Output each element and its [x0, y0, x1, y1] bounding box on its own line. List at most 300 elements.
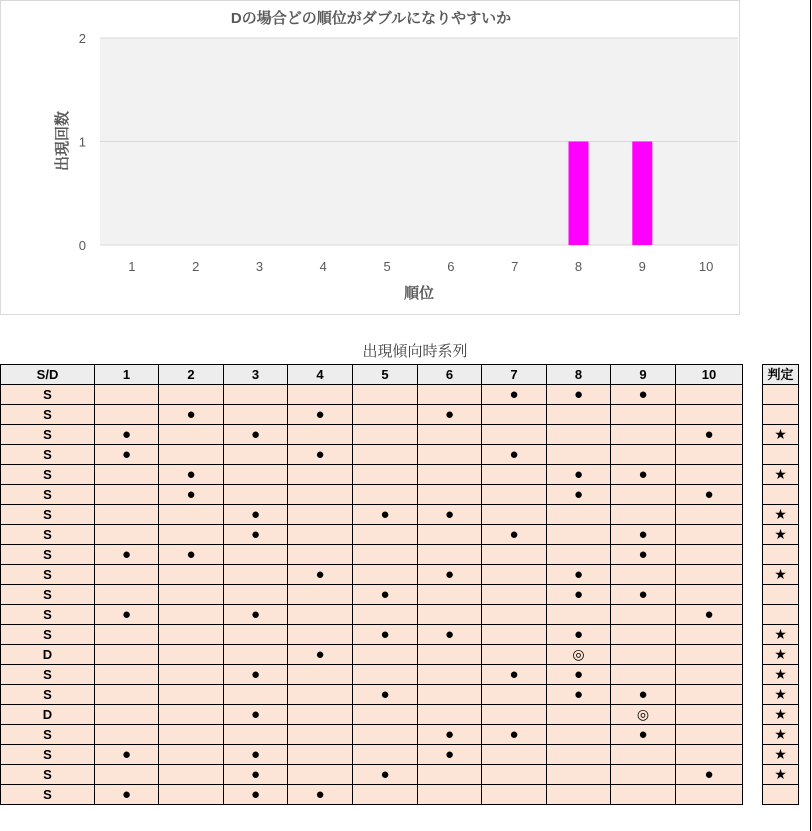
empty-cell	[418, 545, 482, 565]
table-row	[1, 585, 743, 605]
judge-row	[763, 545, 799, 565]
judge-row	[763, 745, 799, 765]
empty-cell	[353, 445, 418, 465]
empty-cell	[353, 665, 418, 685]
judge-row	[763, 685, 799, 705]
empty-cell	[224, 445, 288, 465]
empty-cell	[353, 485, 418, 505]
x-tick-label: 7	[511, 259, 519, 274]
sd-cell: S	[1, 545, 95, 565]
dot-cell: ●	[611, 465, 676, 485]
empty-cell	[418, 705, 482, 725]
empty-cell	[418, 485, 482, 505]
dot-cell: ●	[159, 405, 224, 425]
empty-cell	[763, 405, 799, 425]
empty-cell	[547, 745, 611, 765]
empty-cell	[763, 545, 799, 565]
rank-header: 6	[418, 365, 482, 385]
sd-cell: S	[1, 745, 95, 765]
sd-cell: D	[1, 705, 95, 725]
table-header-row	[1, 365, 743, 385]
empty-cell	[353, 525, 418, 545]
empty-cell	[95, 665, 159, 685]
empty-cell	[676, 685, 743, 705]
sd-cell: S	[1, 385, 95, 405]
empty-cell	[288, 685, 353, 705]
empty-cell	[482, 685, 547, 705]
empty-cell	[353, 405, 418, 425]
empty-cell	[159, 645, 224, 665]
dot-cell: ●	[482, 725, 547, 745]
dot-cell: ●	[676, 485, 743, 505]
empty-cell	[288, 585, 353, 605]
empty-cell	[95, 685, 159, 705]
table-row	[1, 485, 743, 505]
dot-cell: ●	[676, 605, 743, 625]
sd-cell: S	[1, 765, 95, 785]
dot-cell: ●	[224, 745, 288, 765]
empty-cell	[159, 725, 224, 745]
sd-cell: S	[1, 485, 95, 505]
empty-cell	[611, 425, 676, 445]
empty-cell	[353, 565, 418, 585]
table-title: 出現傾向時系列	[362, 343, 468, 360]
rank-header: 10	[676, 365, 743, 385]
empty-cell	[224, 385, 288, 405]
empty-cell	[547, 605, 611, 625]
dot-cell: ●	[159, 465, 224, 485]
empty-cell	[95, 625, 159, 645]
empty-cell	[611, 785, 676, 805]
empty-cell	[288, 725, 353, 745]
dot-cell: ●	[224, 665, 288, 685]
empty-cell	[482, 765, 547, 785]
dot-cell: ●	[353, 505, 418, 525]
empty-cell	[418, 685, 482, 705]
empty-cell	[224, 625, 288, 645]
empty-cell	[224, 645, 288, 665]
empty-cell	[159, 785, 224, 805]
dot-cell: ●	[159, 545, 224, 565]
empty-cell	[159, 685, 224, 705]
sd-cell: S	[1, 565, 95, 585]
dot-cell: ●	[418, 725, 482, 745]
sd-cell: S	[1, 525, 95, 545]
empty-cell	[353, 425, 418, 445]
empty-cell	[676, 565, 743, 585]
empty-cell	[159, 505, 224, 525]
dot-cell: ●	[224, 705, 288, 725]
judge-row	[763, 585, 799, 605]
empty-cell	[763, 485, 799, 505]
x-tick-label: 6	[447, 259, 455, 274]
empty-cell	[159, 525, 224, 545]
bar	[569, 142, 589, 246]
dot-cell: ●	[224, 765, 288, 785]
empty-cell	[288, 465, 353, 485]
dot-cell: ●	[611, 385, 676, 405]
dot-cell: ●	[224, 505, 288, 525]
empty-cell	[676, 405, 743, 425]
empty-cell	[288, 505, 353, 525]
dot-cell: ●	[547, 465, 611, 485]
x-tick-label: 2	[192, 259, 200, 274]
sd-cell: S	[1, 665, 95, 685]
empty-cell	[159, 625, 224, 645]
judge-row	[763, 765, 799, 785]
sd-cell: S	[1, 465, 95, 485]
empty-cell	[353, 725, 418, 745]
empty-cell	[611, 605, 676, 625]
empty-cell	[676, 545, 743, 565]
empty-cell	[95, 565, 159, 585]
rank-header: 4	[288, 365, 353, 385]
star-cell: ★	[763, 745, 799, 765]
dot-cell: ●	[611, 545, 676, 565]
dot-cell: ●	[224, 425, 288, 445]
chart-title: Dの場合どの順位がダブルになりやすいか	[230, 10, 512, 27]
empty-cell	[676, 665, 743, 685]
judge-row	[763, 605, 799, 625]
empty-cell	[288, 605, 353, 625]
empty-cell	[95, 585, 159, 605]
empty-cell	[611, 505, 676, 525]
empty-cell	[676, 745, 743, 765]
divider-line	[810, 0, 811, 831]
star-cell: ★	[763, 565, 799, 585]
dot-cell: ●	[482, 665, 547, 685]
empty-cell	[288, 745, 353, 765]
empty-cell	[611, 765, 676, 785]
empty-cell	[763, 585, 799, 605]
x-tick-label: 8	[574, 259, 583, 274]
empty-cell	[611, 665, 676, 685]
table-row	[1, 525, 743, 545]
empty-cell	[288, 425, 353, 445]
dot-cell: ●	[676, 765, 743, 785]
empty-cell	[676, 525, 743, 545]
judge-row	[763, 385, 799, 405]
x-tick-label: 10	[698, 259, 714, 274]
empty-cell	[288, 545, 353, 565]
empty-cell	[95, 525, 159, 545]
empty-cell	[288, 485, 353, 505]
judge-row	[763, 465, 799, 485]
sd-cell: S	[1, 785, 95, 805]
table-row	[1, 505, 743, 525]
sd-cell: D	[1, 645, 95, 665]
judge-row	[763, 725, 799, 745]
dot-cell: ●	[224, 785, 288, 805]
empty-cell	[482, 505, 547, 525]
empty-cell	[95, 705, 159, 725]
sd-cell: S	[1, 625, 95, 645]
dot-cell: ●	[547, 565, 611, 585]
sd-header: S/D	[1, 365, 95, 385]
empty-cell	[482, 405, 547, 425]
judge-row	[763, 425, 799, 445]
x-tick-label: 4	[319, 259, 327, 274]
empty-cell	[159, 605, 224, 625]
empty-cell	[547, 525, 611, 545]
chart-panel	[0, 0, 740, 315]
y-tick-label: 1	[78, 134, 86, 150]
dot-cell: ●	[288, 405, 353, 425]
star-cell: ★	[763, 505, 799, 525]
empty-cell	[482, 745, 547, 765]
table-row	[1, 625, 743, 645]
empty-cell	[547, 445, 611, 465]
empty-cell	[676, 645, 743, 665]
empty-cell	[676, 705, 743, 725]
rank-header: 1	[95, 365, 159, 385]
judge-table	[762, 364, 799, 805]
sd-cell: S	[1, 505, 95, 525]
judge-row	[763, 665, 799, 685]
empty-cell	[224, 585, 288, 605]
table-row	[1, 705, 743, 725]
sd-cell: S	[1, 425, 95, 445]
empty-cell	[288, 665, 353, 685]
sd-cell: S	[1, 405, 95, 425]
sd-cell: S	[1, 585, 95, 605]
empty-cell	[353, 645, 418, 665]
dot-cell: ●	[611, 685, 676, 705]
y-tick-label: 2	[78, 31, 86, 46]
dot-cell: ●	[224, 605, 288, 625]
table-row	[1, 565, 743, 585]
empty-cell	[159, 565, 224, 585]
empty-cell	[418, 465, 482, 485]
x-tick-label: 1	[128, 259, 136, 274]
bar-chart	[1, 1, 741, 316]
dot-cell: ●	[676, 425, 743, 445]
table-row	[1, 445, 743, 465]
table-row	[1, 665, 743, 685]
empty-cell	[611, 405, 676, 425]
empty-cell	[159, 705, 224, 725]
empty-cell	[418, 525, 482, 545]
table-row	[1, 745, 743, 765]
empty-cell	[763, 785, 799, 805]
dot-cell: ●	[482, 445, 547, 465]
y-tick-label: 0	[78, 238, 86, 253]
dot-cell: ●	[95, 785, 159, 805]
dot-cell: ●	[418, 625, 482, 645]
empty-cell	[159, 665, 224, 685]
table-row	[1, 405, 743, 425]
empty-cell	[353, 705, 418, 725]
empty-cell	[547, 405, 611, 425]
empty-cell	[482, 605, 547, 625]
empty-cell	[224, 485, 288, 505]
dot-cell: ●	[482, 385, 547, 405]
rank-header: 3	[224, 365, 288, 385]
dot-cell: ●	[547, 665, 611, 685]
empty-cell	[288, 705, 353, 725]
empty-cell	[482, 645, 547, 665]
judge-row	[763, 705, 799, 725]
dot-cell: ●	[288, 445, 353, 465]
empty-cell	[763, 445, 799, 465]
star-cell: ★	[763, 725, 799, 745]
dot-cell: ●	[353, 765, 418, 785]
judge-row	[763, 405, 799, 425]
judge-row	[763, 785, 799, 805]
dot-cell: ●	[353, 685, 418, 705]
empty-cell	[288, 385, 353, 405]
empty-cell	[159, 385, 224, 405]
empty-cell	[676, 445, 743, 465]
table-row	[1, 545, 743, 565]
double-mark-cell: ◎	[611, 705, 676, 725]
empty-cell	[547, 765, 611, 785]
dot-cell: ●	[353, 585, 418, 605]
empty-cell	[159, 765, 224, 785]
empty-cell	[95, 505, 159, 525]
dot-cell: ●	[418, 565, 482, 585]
rank-header: 8	[547, 365, 611, 385]
empty-cell	[482, 785, 547, 805]
judge-row	[763, 445, 799, 465]
judge-row	[763, 525, 799, 545]
empty-cell	[95, 485, 159, 505]
empty-cell	[676, 785, 743, 805]
empty-cell	[224, 405, 288, 425]
table-row	[1, 645, 743, 665]
empty-cell	[288, 625, 353, 645]
table-row	[1, 685, 743, 705]
empty-cell	[418, 385, 482, 405]
dot-cell: ●	[547, 625, 611, 645]
star-cell: ★	[763, 665, 799, 685]
empty-cell	[95, 645, 159, 665]
empty-cell	[482, 545, 547, 565]
judge-row	[763, 645, 799, 665]
empty-cell	[224, 545, 288, 565]
x-tick-label: 5	[383, 259, 391, 274]
empty-cell	[353, 605, 418, 625]
empty-cell	[611, 745, 676, 765]
table-row	[1, 465, 743, 485]
dot-cell: ●	[547, 385, 611, 405]
empty-cell	[676, 625, 743, 645]
dot-cell: ●	[95, 445, 159, 465]
dot-cell: ●	[611, 525, 676, 545]
empty-cell	[353, 545, 418, 565]
dot-cell: ●	[418, 505, 482, 525]
empty-cell	[353, 785, 418, 805]
dot-cell: ●	[159, 485, 224, 505]
dot-cell: ●	[224, 525, 288, 545]
dot-cell: ●	[95, 425, 159, 445]
empty-cell	[482, 565, 547, 585]
empty-cell	[482, 485, 547, 505]
empty-cell	[482, 465, 547, 485]
empty-cell	[482, 625, 547, 645]
dot-cell: ●	[547, 585, 611, 605]
table-row	[1, 605, 743, 625]
empty-cell	[482, 425, 547, 445]
empty-cell	[159, 425, 224, 445]
empty-cell	[763, 385, 799, 405]
empty-cell	[224, 685, 288, 705]
empty-cell	[547, 785, 611, 805]
dot-cell: ●	[611, 725, 676, 745]
dot-cell: ●	[95, 605, 159, 625]
judge-row	[763, 625, 799, 645]
empty-cell	[418, 585, 482, 605]
x-axis-label: 順位	[403, 285, 435, 302]
empty-cell	[611, 485, 676, 505]
empty-cell	[95, 725, 159, 745]
empty-cell	[418, 765, 482, 785]
empty-cell	[676, 385, 743, 405]
empty-cell	[353, 385, 418, 405]
dot-cell: ●	[482, 525, 547, 545]
empty-cell	[611, 565, 676, 585]
empty-cell	[224, 565, 288, 585]
x-tick-label: 9	[638, 259, 646, 274]
dot-cell: ●	[418, 745, 482, 765]
sd-cell: S	[1, 685, 95, 705]
empty-cell	[547, 725, 611, 745]
sd-cell: S	[1, 445, 95, 465]
empty-cell	[611, 445, 676, 465]
double-mark-cell: ◎	[547, 645, 611, 665]
star-cell: ★	[763, 425, 799, 445]
judge-row	[763, 485, 799, 505]
dot-cell: ●	[547, 485, 611, 505]
empty-cell	[418, 665, 482, 685]
empty-cell	[418, 645, 482, 665]
table-row	[1, 785, 743, 805]
empty-cell	[547, 705, 611, 725]
empty-cell	[159, 585, 224, 605]
dot-cell: ●	[547, 685, 611, 705]
empty-cell	[353, 745, 418, 765]
empty-cell	[547, 425, 611, 445]
rank-header: 9	[611, 365, 676, 385]
star-cell: ★	[763, 765, 799, 785]
table-row	[1, 385, 743, 405]
dot-cell: ●	[288, 785, 353, 805]
empty-cell	[676, 505, 743, 525]
empty-cell	[482, 585, 547, 605]
star-cell: ★	[763, 705, 799, 725]
dot-cell: ●	[611, 585, 676, 605]
empty-cell	[288, 765, 353, 785]
empty-cell	[288, 525, 353, 545]
empty-cell	[159, 745, 224, 765]
rank-header: 2	[159, 365, 224, 385]
star-cell: ★	[763, 685, 799, 705]
rank-header: 7	[482, 365, 547, 385]
star-cell: ★	[763, 525, 799, 545]
judge-row	[763, 505, 799, 525]
rank-header: 5	[353, 365, 418, 385]
star-cell: ★	[763, 645, 799, 665]
y-axis-label: 出現回数	[54, 110, 71, 172]
time-series-table	[0, 364, 743, 805]
dot-cell: ●	[353, 625, 418, 645]
empty-cell	[159, 445, 224, 465]
sd-cell: S	[1, 605, 95, 625]
empty-cell	[547, 505, 611, 525]
empty-cell	[353, 465, 418, 485]
empty-cell	[95, 465, 159, 485]
empty-cell	[611, 645, 676, 665]
